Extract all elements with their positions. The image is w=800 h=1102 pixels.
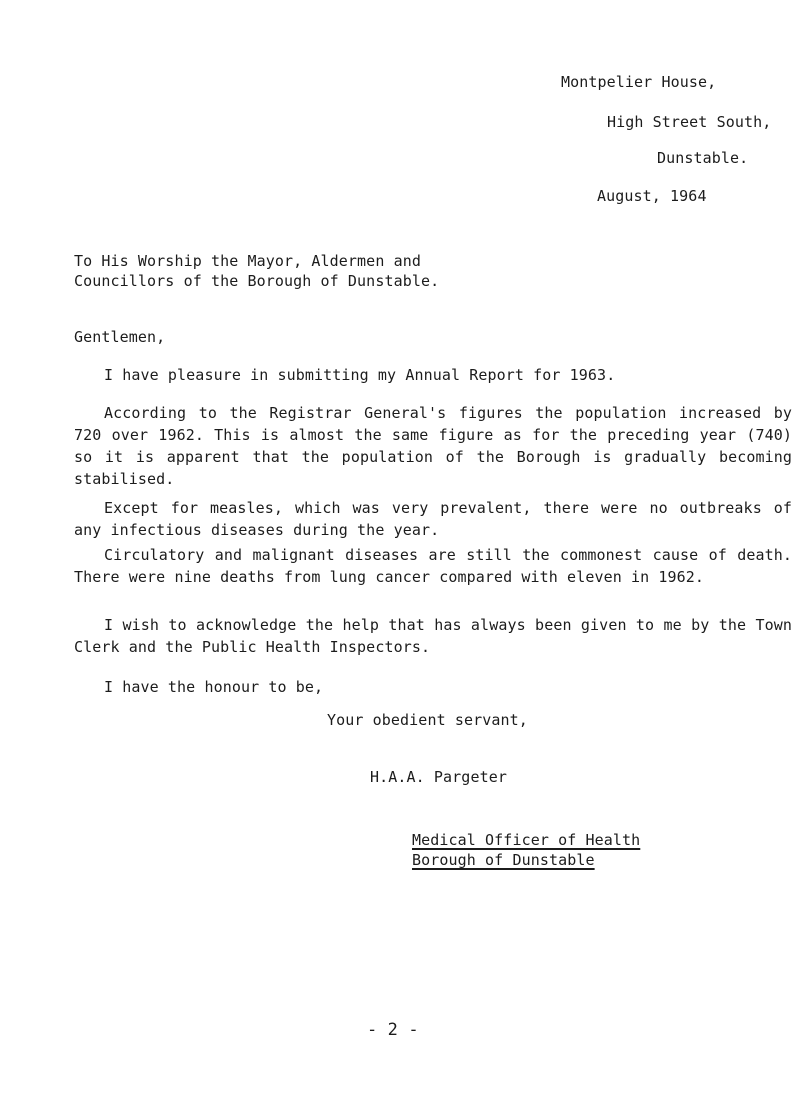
page-number: - 2 -: [367, 1020, 419, 1040]
paragraph-1: I have pleasure in submitting my Annual Report for 1963.: [104, 366, 616, 384]
paragraph-4: Circulatory and malignant diseases are still the commonest cause of death. There were nine deaths from lung cancer compared with eleven in 1962.: [74, 546, 792, 586]
officer-title: Medical Officer of Health: [412, 831, 641, 849]
letter-date: August, 1964: [597, 187, 707, 205]
signature-name: H.A.A. Pargeter: [370, 768, 507, 786]
recipient-line-2: Councillors of the Borough of Dunstable.: [74, 272, 440, 290]
salutation: Gentlemen,: [74, 328, 166, 346]
valediction: Your obedient servant,: [327, 711, 528, 729]
paragraph-2: According to the Registrar General's figures the population increased by 720 over 1962. This is almost the same figure as for the preceding year (740) so it is apparent that the population of the Borough is gradually becoming stabilised.: [74, 404, 792, 488]
paragraph-6: I have the honour to be,: [104, 678, 324, 696]
officer-borough: Borough of Dunstable: [412, 851, 595, 869]
paragraph-3: Except for measles, which was very prevalent, there were no outbreaks of any infectious diseases during the year.: [74, 499, 792, 539]
address-line-2: High Street South,: [607, 113, 772, 131]
address-line-3: Dunstable.: [657, 149, 749, 167]
recipient-line-1: To His Worship the Mayor, Aldermen and: [74, 252, 421, 270]
address-line-1: Montpelier House,: [561, 73, 717, 91]
paragraph-5: I wish to acknowledge the help that has always been given to me by the Town Clerk and the Public Health Inspectors.: [74, 616, 792, 656]
